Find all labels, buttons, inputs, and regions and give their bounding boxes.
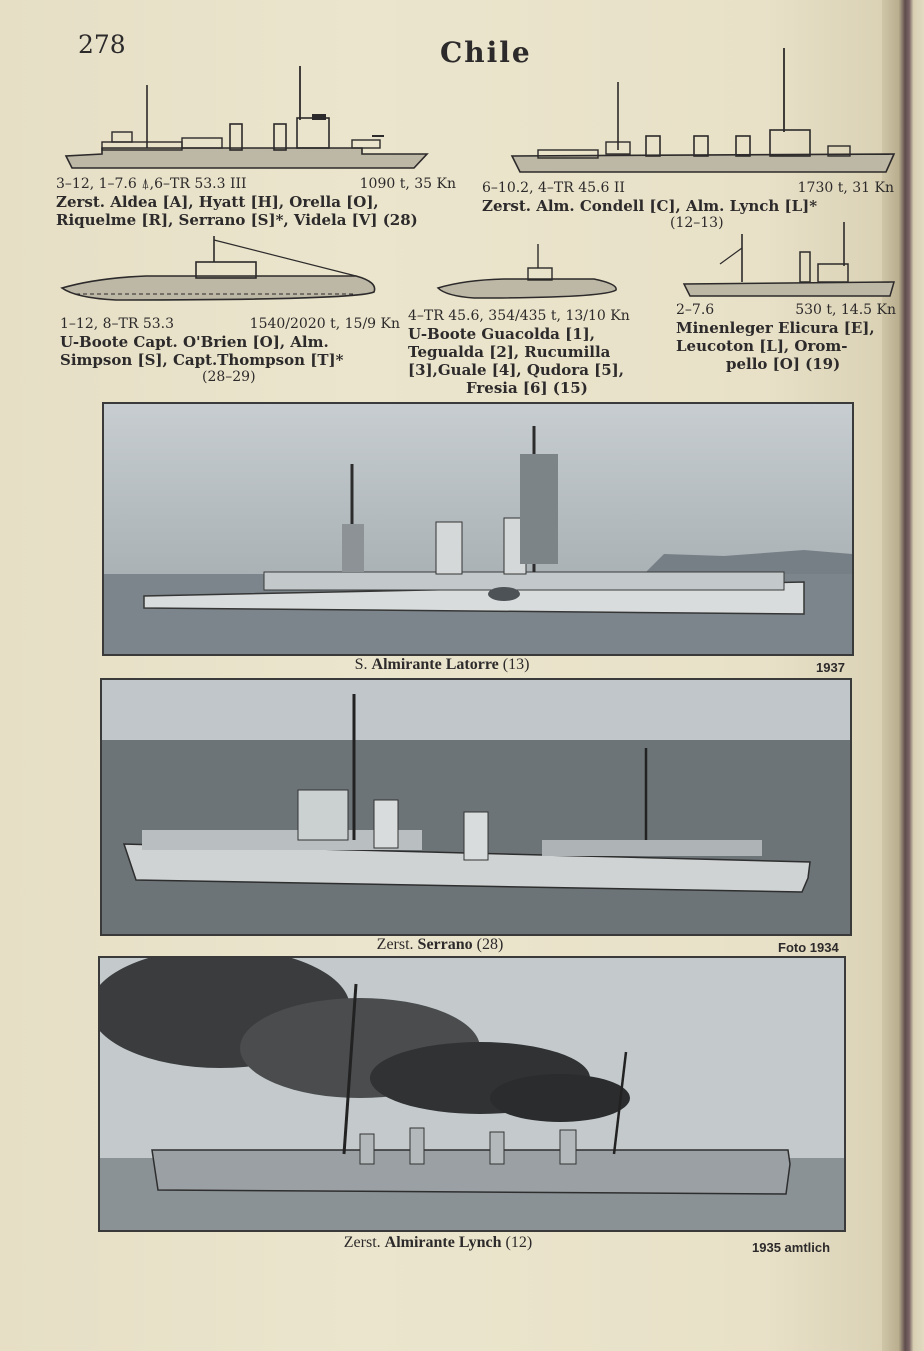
photo-year: Foto 1934 [778, 940, 839, 955]
entry-line: Tegualda [2], Rucumilla [408, 343, 611, 361]
caption-ship-name: Almirante Lynch [384, 1234, 502, 1251]
photo-serrano [100, 678, 852, 936]
destroyer-smoke-image [100, 958, 844, 1230]
photo-almirante-latorre [102, 402, 854, 656]
photo-year: 1937 [816, 660, 845, 675]
entry-line: U-Boote Guacolda [1], [408, 325, 595, 343]
caption-prefix: Zerst. [343, 1234, 381, 1251]
submarine-silhouette-guacolda-class [434, 242, 624, 304]
entry-elicura-class [676, 302, 896, 373]
entry-spec: 3–12, 1–7.6 ⍋,6–TR 53.3 III [56, 176, 247, 192]
entry-tonnage: 530 t, 14.5 Kn [795, 302, 896, 318]
entry-condell-class [482, 180, 894, 232]
battleship-image [104, 404, 852, 654]
caption-suffix: (13) [502, 656, 530, 673]
entry-line: Minenleger Elicura [E], [676, 319, 875, 337]
entry-line: [3],Guale [4], Qudora [5], [408, 361, 624, 379]
entry-line: Zerst. Alm. Condell [C], Alm. Lynch [L]* [482, 197, 818, 215]
page-number: 278 [78, 30, 126, 59]
entry-line: Zerst. Aldea [A], Hyatt [H], Orella [O], [56, 193, 379, 211]
entry-line: U-Boote Capt. O'Brien [O], Alm. [60, 333, 329, 351]
entry-line: (28–29) [202, 369, 256, 385]
entry-obrien-class [60, 316, 400, 386]
photo-year: 1935 amtlich [752, 1240, 831, 1255]
entry-spec: 6–10.2, 4–TR 45.6 II [482, 180, 625, 196]
caption-ship-name: Almirante Latorre [371, 656, 499, 673]
entry-tonnage: 1730 t, 31 Kn [797, 180, 894, 196]
caption-suffix: (12) [505, 1234, 533, 1251]
photo-caption [98, 1234, 778, 1252]
caption-suffix: (28) [476, 936, 504, 953]
photo-caption [102, 656, 782, 674]
entry-tonnage: 1540/2020 t, 15/9 Kn [249, 316, 400, 332]
photo-almirante-lynch [98, 956, 846, 1232]
caption-prefix: S. [354, 656, 368, 673]
entry-spec: 4–TR 45.6, 354/435 t, 13/10 Kn [408, 308, 630, 324]
entry-line: Fresia [6] (15) [466, 379, 588, 397]
ship-silhouette-elicura-class [680, 222, 900, 302]
caption-prefix: Zerst. [376, 936, 414, 953]
destroyer-image [102, 680, 850, 934]
entry-tonnage: 1090 t, 35 Kn [359, 176, 456, 192]
entry-line: Leucoton [L], Orom- [676, 337, 848, 355]
entry-line: Simpson [S], Capt.Thompson [T]* [60, 351, 344, 369]
page-title: Chile [440, 36, 532, 69]
ship-silhouette-condell-class [508, 46, 898, 181]
ship-silhouette-serrano-class [62, 60, 432, 175]
entry-spec: 2–7.6 [676, 302, 715, 318]
entry-guacolda-class [408, 308, 660, 397]
photo-caption [100, 936, 780, 954]
entry-line: Riquelme [R], Serrano [S]*, Videla [V] (28) [56, 211, 418, 229]
entry-line: (12–13) [670, 215, 724, 231]
entry-serrano-class [56, 176, 456, 229]
caption-ship-name: Serrano [417, 936, 473, 953]
submarine-silhouette-obrien-class [56, 232, 381, 307]
entry-line: pello [O] (19) [726, 355, 841, 373]
entry-spec: 1–12, 8–TR 53.3 [60, 316, 175, 332]
